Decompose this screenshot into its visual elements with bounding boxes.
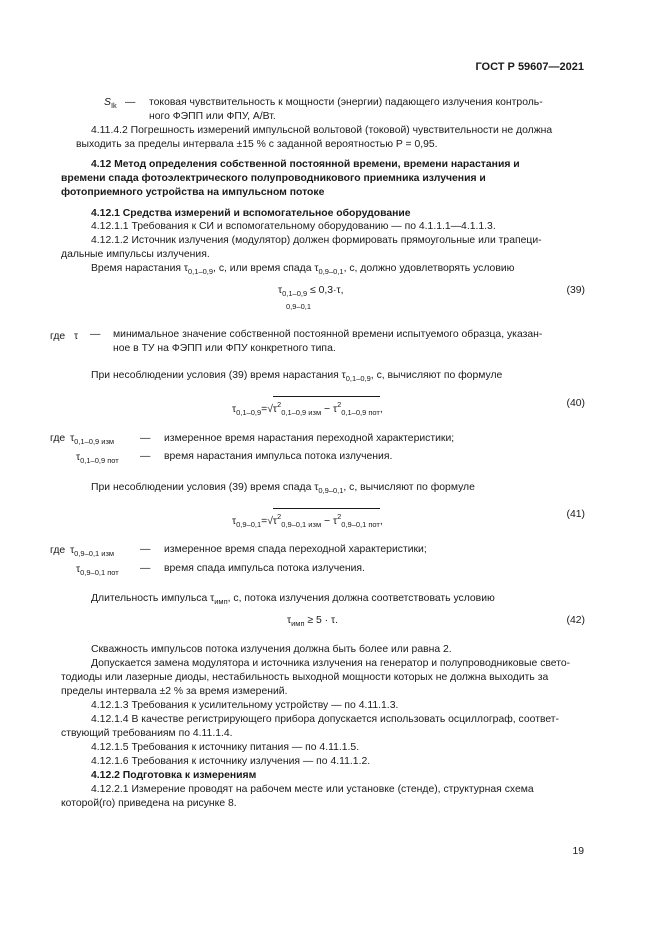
def40-text1: измеренное время нарастания переходной характеристики;: [164, 433, 455, 444]
heading-4-12: [61, 158, 585, 200]
paragraph-4-11-4-2: [76, 124, 585, 152]
tau-symbol: τ: [74, 331, 79, 342]
line: Допускается замена модулятора и источника излучения на генератор и полупроводниковые свето-: [91, 658, 571, 669]
def40-text2: время нарастания импульса потока излучения.: [164, 451, 393, 462]
pulse-duration: [76, 592, 585, 609]
paragraph-4-12-1-5: 4.12.1.5 Требования к источнику питания — по 4.11.1.5.: [91, 742, 360, 753]
tau: τ: [332, 516, 338, 527]
tau: τ: [287, 615, 292, 626]
pow: 2: [277, 512, 282, 521]
symbol: S: [104, 97, 111, 108]
symbol-sub: Ik: [110, 101, 117, 110]
eq39-number: (39): [566, 285, 585, 296]
tau: τ: [341, 370, 346, 381]
comma: ,: [379, 404, 383, 415]
pow: 2: [337, 400, 342, 409]
line: 4.12 Метод определения собственной постоянной времени, времени нарастания и: [91, 159, 520, 170]
sub: 0,9–0,1 пот: [341, 520, 380, 529]
eq41-number: (41): [566, 509, 585, 520]
comma: ,: [379, 516, 383, 527]
line: минимальное значение собственной постоянной времени испытуемого образца, указан-: [113, 329, 543, 340]
rise-calc: [76, 369, 585, 386]
line: дальные импульсы излучения.: [61, 249, 210, 260]
line: пределы интервала ±2 % за время измерений.: [61, 686, 288, 697]
tau: τ: [314, 482, 319, 493]
t: При несоблюдении условия (39) время спада: [91, 482, 312, 493]
equation-42: [287, 614, 338, 631]
line: времени спада фотоэлектрического полупроводникового приемника излучения и: [61, 173, 486, 184]
paragraph-4-12-2-1: [61, 783, 585, 811]
equation-39: [278, 284, 344, 301]
paragraph-4-12-1-3: 4.12.1.3 Требования к усилительному устройству — по 4.11.1.3.: [91, 700, 399, 711]
t: , с, или время спада: [213, 263, 312, 274]
sub: 0,9–0,1: [318, 486, 344, 495]
t: , с, вычисляют по формуле: [370, 370, 503, 381]
where: где: [50, 545, 66, 556]
sub: 0,1–0,9 изм: [74, 437, 115, 446]
relation: ≥ 5 · τ.: [307, 615, 339, 626]
eq: =: [261, 404, 268, 415]
tau: τ: [278, 285, 283, 296]
where: где: [50, 433, 66, 444]
t: Длительность импульса: [91, 593, 208, 604]
t: При несоблюдении условия (39) время нарастания: [91, 370, 339, 381]
page-number: 19: [572, 846, 584, 857]
line: ствующий требованиям по 4.11.1.4.: [61, 728, 233, 739]
tau: τ: [70, 433, 75, 444]
line: фотоприемного устройства на импульсном потоке: [61, 187, 325, 198]
eq39-sub2: 0,9–0,1: [286, 302, 312, 311]
heading-4-12-2: 4.12.2 Подготовка к измерениям: [91, 770, 257, 781]
tau: τ: [332, 404, 338, 415]
def41-text2: время спада импульса потока излучения.: [164, 563, 365, 574]
def-line1: токовая чувствительность к мощности (энергии) падающего излучения контроль-: [149, 97, 543, 108]
sqrt-icon: √: [267, 404, 273, 415]
dash: —: [140, 544, 151, 555]
fall-calc: [76, 481, 585, 498]
minus: −: [324, 404, 331, 415]
def-line2: ного ФЭПП или ФПУ, А/Вт.: [149, 111, 276, 122]
tau: τ: [272, 404, 278, 415]
tau: τ: [232, 404, 237, 415]
tau: τ: [76, 564, 81, 575]
where-label: где: [50, 331, 66, 342]
def41-text1: измеренное время спада переходной характеристики;: [164, 544, 427, 555]
sub: 0,9–0,1 изм: [74, 549, 115, 558]
paragraph-4-12-1-1: 4.12.1.1 Требования к СИ и вспомогательному оборудованию — по 4.1.1.1—4.1.1.3.: [91, 221, 496, 232]
tau: τ: [272, 516, 278, 527]
sub: 0,9–0,1: [236, 520, 262, 529]
relation: ≤ 0,3·τ,: [310, 285, 344, 296]
tau: τ: [183, 263, 189, 274]
where-tau-text: [113, 328, 585, 356]
dash: —: [125, 97, 136, 108]
line: тодиоды или лазерные диоды, нестабильность выходной мощности которых не должна выходить за: [61, 672, 549, 683]
def41-row2: [76, 563, 119, 580]
pow: 2: [337, 512, 342, 521]
pow: 2: [277, 400, 282, 409]
t: , с, должно удовлетворять условию: [343, 263, 515, 274]
document-header: ГОСТ Р 59607—2021: [475, 61, 584, 73]
sub: 0,1–0,9: [236, 408, 262, 417]
sub: 0,1–0,9 пот: [80, 456, 119, 465]
line: 4.12.2.1 Измерение проводят на рабочем месте или установке (стенде), структурная схема: [91, 784, 534, 795]
paragraph-4-12-1-6: 4.12.1.6 Требования к источнику излучения — по 4.11.1.2.: [91, 756, 371, 767]
t: , с, потока излучения должна соответствовать условию: [227, 593, 495, 604]
sub: 0,9–0,1: [318, 267, 344, 276]
def41-row1: [50, 544, 114, 561]
replacement: [61, 657, 585, 699]
tau: τ: [232, 516, 237, 527]
equation-40: [232, 396, 383, 420]
eq40-number: (40): [566, 398, 585, 409]
tau: τ: [70, 545, 75, 556]
def40-row2: [76, 451, 119, 468]
dash: —: [140, 433, 151, 444]
rise-fall-condition: [76, 262, 585, 279]
sub: 0,1–0,9: [188, 267, 214, 276]
minus: −: [324, 516, 331, 527]
line: 4.12.1.4 В качестве регистрирующего прибора допускается использовать осциллограф, соответ-: [91, 714, 560, 725]
heading-4-12-1: 4.12.1 Средства измерений и вспомогательное оборудование: [91, 208, 411, 219]
dash: —: [90, 329, 101, 340]
tau: τ: [210, 593, 215, 604]
radicand: [273, 508, 380, 532]
sub: 0,1–0,9 пот: [341, 408, 380, 417]
sub: 0,9–0,1 пот: [80, 568, 119, 577]
eq42-number: (42): [566, 615, 585, 626]
sub: имп: [214, 597, 228, 606]
line: которой(го) приведена на рисунке 8.: [61, 798, 237, 809]
radicand: [273, 396, 380, 420]
def40-row1: [50, 432, 114, 449]
sub: 0,1–0,9: [282, 289, 308, 298]
t: , с, вычисляют по формуле: [343, 482, 475, 493]
line: 4.11.4.2 Погрешность измерений импульсной вольтовой (токовой) чувствительности не должна: [91, 125, 553, 136]
line: выходить за пределы интервала ±15 % с заданной вероятностью P = 0,95.: [76, 139, 438, 150]
eq: =: [261, 516, 268, 527]
paragraph-4-12-1-4: [61, 713, 585, 741]
dash: —: [140, 451, 151, 462]
equation-41: [232, 508, 383, 532]
tau: τ: [76, 452, 81, 463]
line: 4.12.1.2 Источник излучения (модулятор) должен формировать прямоугольные или трапеци-: [91, 235, 542, 246]
sub: 0,9–0,1 изм: [281, 520, 322, 529]
sub: 0,1–0,9 изм: [281, 408, 322, 417]
t: Время нарастания: [91, 263, 182, 274]
sub: имп: [291, 619, 305, 628]
sub: 0,1–0,9: [345, 374, 371, 383]
duty-cycle: Скважность импульсов потока излучения должна быть более или равна 2.: [91, 644, 452, 655]
dash: —: [140, 563, 151, 574]
line: ное в ТУ на ФЭПП или ФПУ конкретного типа.: [113, 343, 336, 354]
sqrt-icon: √: [267, 516, 273, 527]
tau: τ: [314, 263, 319, 274]
paragraph-4-12-1-2: [61, 234, 585, 262]
